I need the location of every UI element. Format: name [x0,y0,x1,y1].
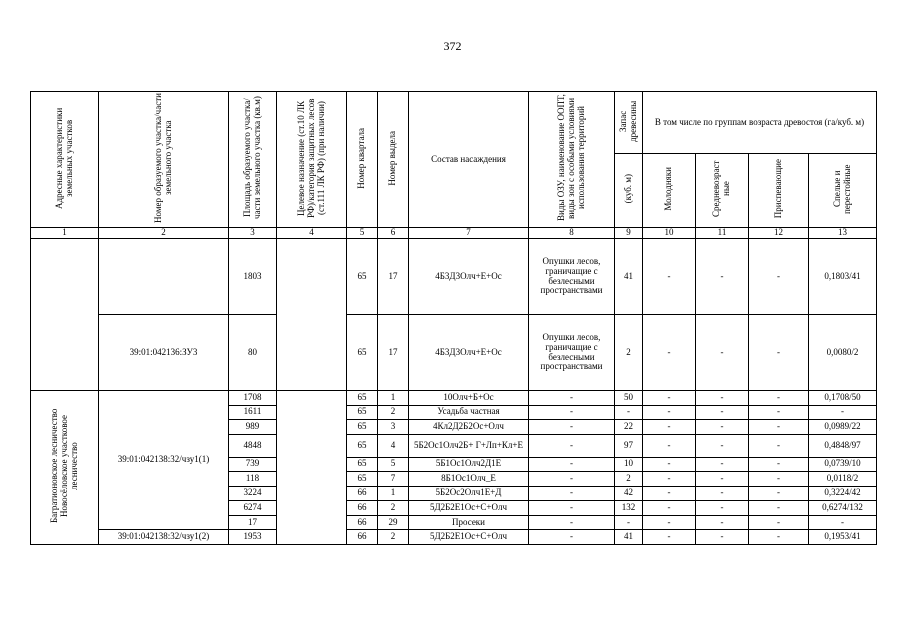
header-young: Молодняки [643,154,696,228]
maturing-cell: - [749,457,809,472]
kvartal-cell: 66 [347,501,378,516]
vydel-cell: 1 [378,391,409,406]
col-num: 7 [409,228,529,239]
vydel-cell: 2 [378,405,409,420]
ozu-cell: - [529,515,615,530]
table-row [31,239,877,315]
young-cell: - [643,391,696,406]
maturing-cell: - [749,501,809,516]
forest-parcels-table [30,91,877,545]
stock-cell: 41 [615,530,643,545]
ozu-cell: - [529,486,615,501]
page-number: 372 [443,39,462,53]
area-cell: 6274 [229,501,277,516]
kvartal-cell: 66 [347,515,378,530]
composition-cell: 4Кл2Д2Б2Ос+Олч [409,420,529,435]
area-cell: 739 [229,457,277,472]
composition-cell: 5Б1Ос1Олч2Д1Е [409,457,529,472]
area-cell: 3224 [229,486,277,501]
kvartal-cell: 65 [347,391,378,406]
vydel-cell: 2 [378,530,409,545]
composition-cell: 5Б2Ос1Олч2Б+ Г+Лп+Кл+Е [409,434,529,457]
ozu-cell: - [529,457,615,472]
stock-cell: 42 [615,486,643,501]
mature-cell: 0,1708/50 [809,391,877,406]
area-cell: 80 [229,315,277,391]
header-address: Адресные характеристики земельных участков [31,92,99,228]
young-cell: - [643,239,696,315]
mature-cell: 0,1803/41 [809,239,877,315]
header-stock: Запас древесины [615,92,643,154]
kvartal-cell: 65 [347,472,378,487]
middle-cell: - [696,405,749,420]
composition-cell: 4Б3Д3Олч+Е+Ос [409,315,529,391]
area-cell: 1611 [229,405,277,420]
composition-cell: 10Олч+Б+Ос [409,391,529,406]
maturing-cell: - [749,472,809,487]
area-cell: 118 [229,472,277,487]
middle-cell: - [696,457,749,472]
young-cell: - [643,530,696,545]
header-row-top [31,92,877,154]
col-num: 3 [229,228,277,239]
composition-cell: 5Б2Ос2Олч1Е+Д [409,486,529,501]
stock-cell: - [615,405,643,420]
header-maturing: Приспевающие [749,154,809,228]
young-cell: - [643,315,696,391]
young-cell: - [643,434,696,457]
middle-cell: - [696,472,749,487]
col-num: 13 [809,228,877,239]
stock-cell: 2 [615,315,643,391]
middle-cell: - [696,420,749,435]
area-cell: 989 [229,420,277,435]
kvartal-cell: 65 [347,405,378,420]
area-cell: 4848 [229,434,277,457]
col-num: 2 [99,228,229,239]
parcel-group-cell: 39:01:042138:32/чзу1(1) [99,391,229,530]
mature-cell: 0,0080/2 [809,315,877,391]
header-mature: Спелые и перестойные [809,154,877,228]
middle-cell: - [696,434,749,457]
stock-cell: - [615,515,643,530]
header-stock-unit: (куб. м) [615,154,643,228]
ozu-cell: - [529,420,615,435]
stock-cell: 2 [615,472,643,487]
maturing-cell: - [749,391,809,406]
young-cell: - [643,420,696,435]
mature-cell: 0,0989/22 [809,420,877,435]
mature-cell: 0,1953/41 [809,530,877,545]
stock-cell: 50 [615,391,643,406]
kvartal-cell: 65 [347,315,378,391]
stock-cell: 97 [615,434,643,457]
col-num: 6 [378,228,409,239]
stock-cell: 10 [615,457,643,472]
middle-cell: - [696,530,749,545]
header-parcel-number: Номер образуемого участка/части земельного участка [99,92,229,228]
purpose-cell [277,391,347,545]
mature-cell: 0,0739/10 [809,457,877,472]
vydel-cell: 3 [378,420,409,435]
middle-cell: - [696,239,749,315]
vydel-cell: 2 [378,501,409,516]
header-composition: Состав насаждения [409,92,529,228]
mature-cell: 0,4848/97 [809,434,877,457]
parcel-cell: 39:01:042138:32/чзу1(2) [99,530,229,545]
maturing-cell: - [749,315,809,391]
header-kvartal: Номер квартала [347,92,378,228]
maturing-cell: - [749,530,809,545]
middle-cell: - [696,391,749,406]
stock-cell: 22 [615,420,643,435]
vydel-cell: 1 [378,486,409,501]
kvartal-cell: 65 [347,457,378,472]
ozu-cell: - [529,405,615,420]
maturing-cell: - [749,239,809,315]
col-num: 1 [31,228,99,239]
composition-cell: 4Б3Д3Олч+Е+Ос [409,239,529,315]
young-cell: - [643,405,696,420]
ozu-cell: Опушки лесов, граничащие с безлесными пространствами [529,239,615,315]
mature-cell: 0,6274/132 [809,501,877,516]
kvartal-cell: 66 [347,486,378,501]
parcel-cell: 39:01:042136:ЗУ3 [99,315,229,391]
ozu-cell: - [529,501,615,516]
address-cell-empty [31,239,99,391]
col-num: 4 [277,228,347,239]
composition-cell: 5Д2Б2Е1Ос+С+Олч [409,501,529,516]
column-number-row [31,228,877,239]
ozu-cell: - [529,434,615,457]
mature-cell: 0,3224/42 [809,486,877,501]
composition-cell: 5Д2Б2Е1Ос+С+Олч [409,530,529,545]
composition-cell: 8Б1Ос1Олч_Е [409,472,529,487]
parcel-cell [99,239,229,315]
maturing-cell: - [749,434,809,457]
vydel-cell: 7 [378,472,409,487]
ozu-cell: - [529,472,615,487]
middle-cell: - [696,486,749,501]
young-cell: - [643,472,696,487]
col-num: 9 [615,228,643,239]
table-row [31,530,877,545]
address-cell: Багратионовское лесничество Новосёловское участковое лесничество [31,391,99,545]
middle-cell: - [696,315,749,391]
composition-cell: Просеки [409,515,529,530]
mature-cell: 0,0118/2 [809,472,877,487]
area-cell: 1708 [229,391,277,406]
col-num: 10 [643,228,696,239]
young-cell: - [643,515,696,530]
stock-cell: 132 [615,501,643,516]
area-cell: 1803 [229,239,277,315]
col-num: 11 [696,228,749,239]
young-cell: - [643,486,696,501]
maturing-cell: - [749,486,809,501]
kvartal-cell: 65 [347,434,378,457]
vydel-cell: 4 [378,434,409,457]
vydel-cell: 29 [378,515,409,530]
col-num: 8 [529,228,615,239]
table-row [31,315,877,391]
vydel-cell: 17 [378,239,409,315]
header-vydel: Номер выдела [378,92,409,228]
stock-cell: 41 [615,239,643,315]
vydel-cell: 5 [378,457,409,472]
composition-cell: Усадьба частная [409,405,529,420]
header-age-groups: В том числе по группам возраста древостоя (га/куб. м) [643,92,877,154]
ozu-cell: - [529,530,615,545]
kvartal-cell: 65 [347,239,378,315]
header-middle-aged: Средневозраст ные [696,154,749,228]
mature-cell: - [809,405,877,420]
purpose-cell [277,239,347,391]
maturing-cell: - [749,515,809,530]
col-num: 12 [749,228,809,239]
area-cell: 1953 [229,530,277,545]
table-row [31,391,877,406]
header-area: Площадь образуемого участка/части земельного участка (кв.м) [229,92,277,228]
ozu-cell: - [529,391,615,406]
vydel-cell: 17 [378,315,409,391]
mature-cell: - [809,515,877,530]
area-cell: 17 [229,515,277,530]
kvartal-cell: 65 [347,420,378,435]
middle-cell: - [696,515,749,530]
header-purpose: Целевое назначение (ст.10 ЛК РФ)/категория защитных лесов (ст.111 ЛК РФ) (при наличии) [277,92,347,228]
middle-cell: - [696,501,749,516]
young-cell: - [643,501,696,516]
maturing-cell: - [749,405,809,420]
young-cell: - [643,457,696,472]
kvartal-cell: 66 [347,530,378,545]
header-ozu: Виды ОЗУ, наименование ООПТ, виды зон с особыми условиями использования территорий [529,92,615,228]
maturing-cell: - [749,420,809,435]
ozu-cell: Опушки лесов, граничащие с безлесными пространствами [529,315,615,391]
col-num: 5 [347,228,378,239]
